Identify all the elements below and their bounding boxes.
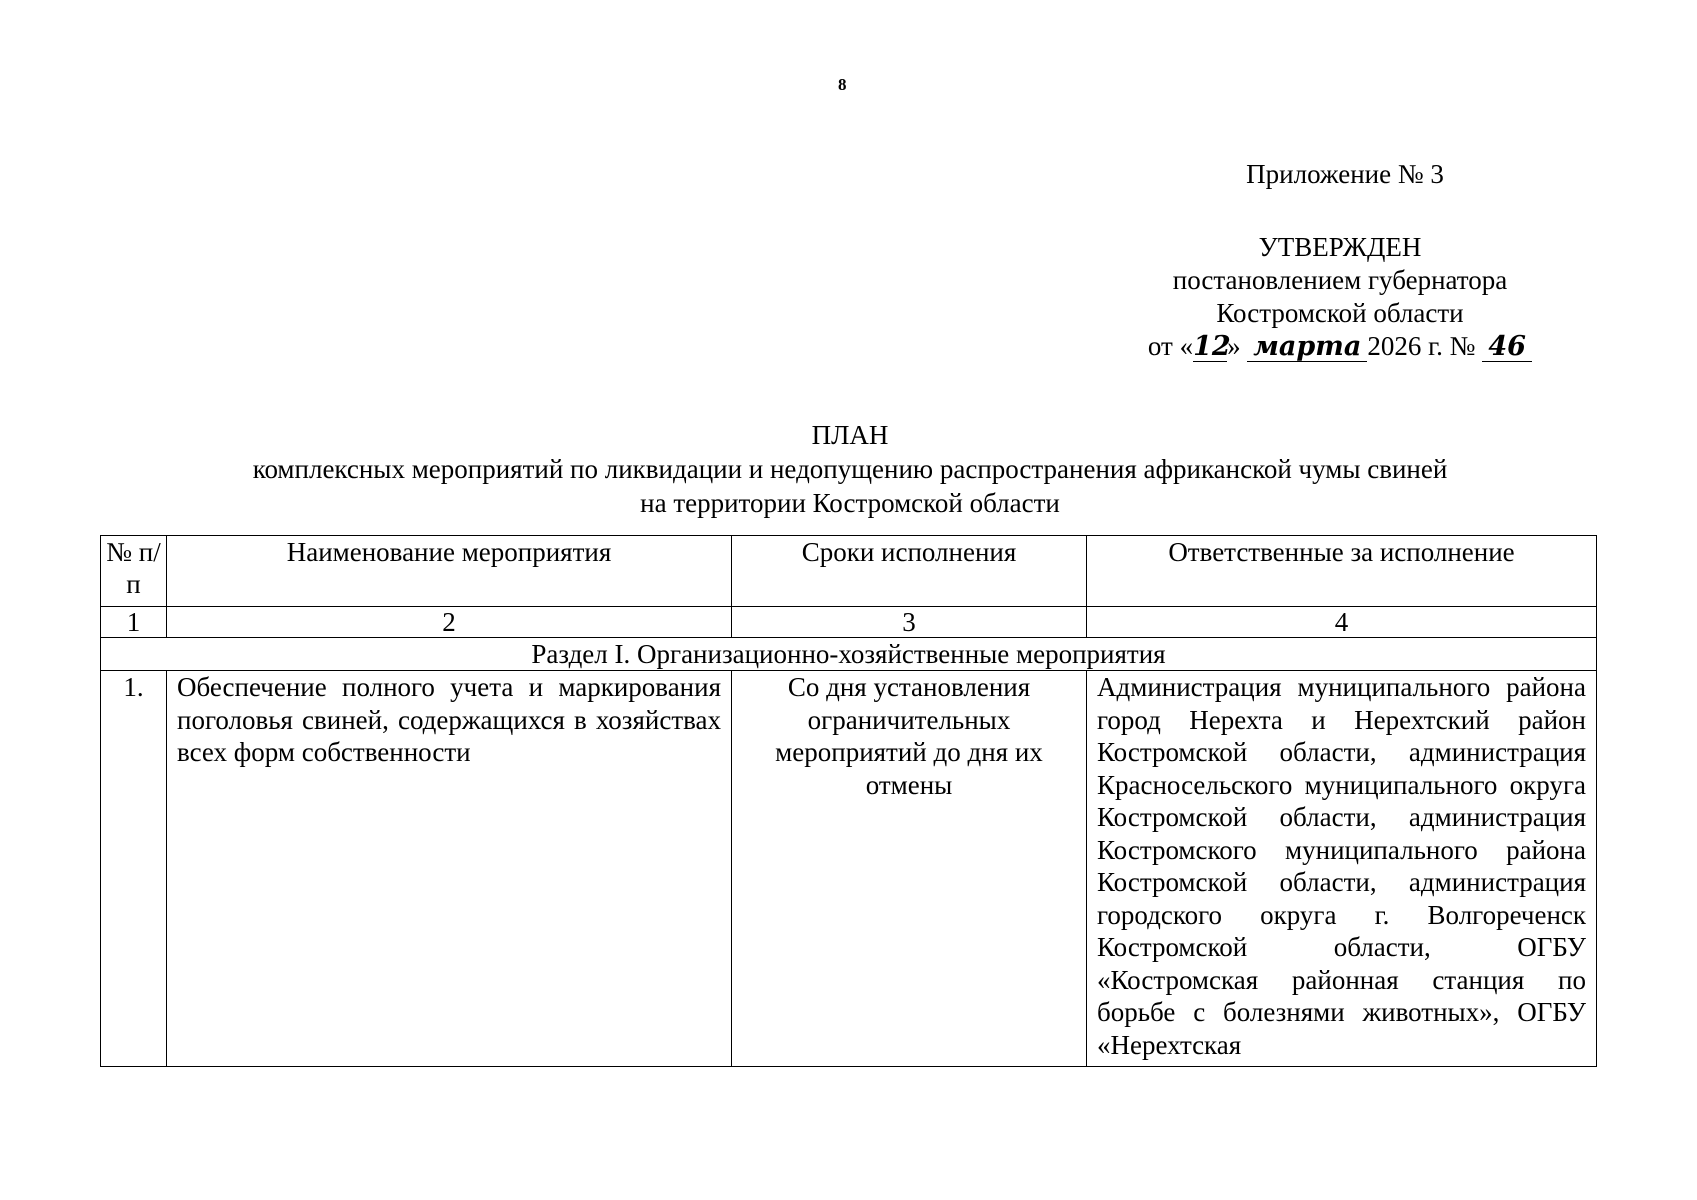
date-year: 2026 г. № [1367,331,1476,361]
header-num: № п/п [101,536,167,607]
column-number: 1 [101,607,167,638]
row-number: 1. [101,671,167,1067]
column-number-row [101,607,1597,638]
approval-stamp: УТВЕРЖДЕН [1258,232,1422,262]
table-header-row [101,536,1597,607]
section-row [101,638,1597,671]
approval-authority-line1: постановлением губернатора [1172,265,1508,295]
section-title: Раздел I. Организационно-хозяйственные мероприятия [101,638,1597,671]
date-mid: » [1227,331,1241,361]
date-month-handwritten: марта [1247,333,1367,362]
column-number: 2 [167,607,732,638]
row-responsible: Администрация муниципального района город Нерехта и Нерехтский район Костромской области, администрация Красносельского муниципального округа Костромской области, администрация Костромского муниципального района Костромской области, администрация городского округа г. Волгореченск Костромской области, ОГБУ «Костромская районная станция по борьбе с болезнями животных», ОГБУ «Нерехтская [1087,671,1597,1067]
approval-date [1120,330,1560,363]
date-day-handwritten: 12 [1193,331,1231,362]
plan-subtitle-line2: на территории Костромской области [640,488,1060,518]
row-term: Со дня установления ограничительных мероприятий до дня их отмены [732,671,1087,1067]
appendix-block [1120,158,1560,363]
column-number: 4 [1087,607,1597,638]
column-number: 3 [732,607,1087,638]
approval-authority-line2: Костромской области [1216,298,1464,328]
appendix-title: Приложение № 3 [1246,159,1444,189]
header-responsible: Ответственные за исполнение [1087,536,1597,607]
date-prefix: от « [1147,331,1194,361]
header-term: Сроки исполнения [732,536,1087,607]
row-activity-name: Обеспечение полного учета и маркирования поголовья свиней, содержащихся в хозяйствах всех форм собственности [167,671,732,1067]
plan-table [100,535,1597,1067]
doc-number-handwritten: 46 [1482,333,1532,362]
plan-subtitle-line1: комплексных мероприятий по ликвидации и недопущению распространения африканской чумы свиней [252,454,1448,484]
header-name: Наименование мероприятия [167,536,732,607]
plan-heading [200,418,1500,520]
page-number: 8 [838,75,847,94]
plan-title: ПЛАН [811,420,889,450]
table-row [101,671,1597,1067]
